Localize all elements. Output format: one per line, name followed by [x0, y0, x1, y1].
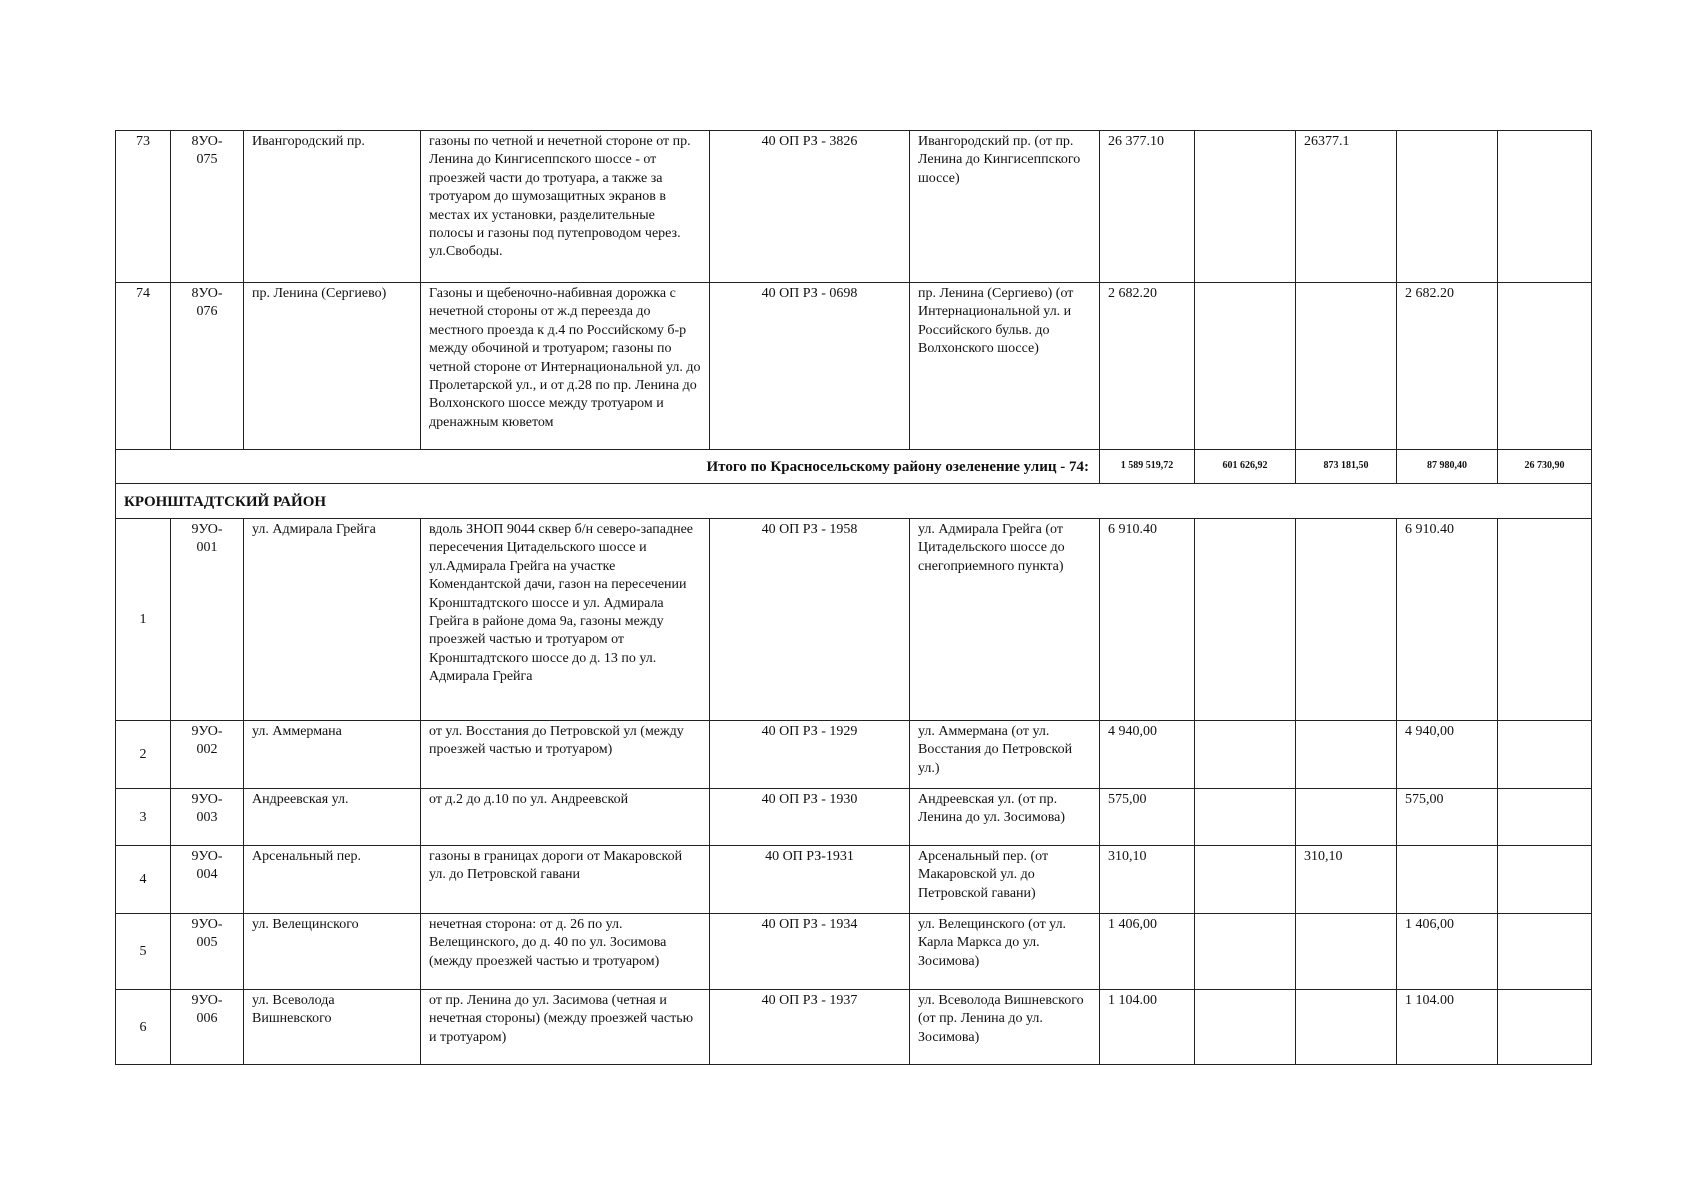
area-value-5: [1498, 131, 1592, 283]
area-value-4: 6 910.40: [1397, 519, 1498, 721]
table-row: [116, 519, 1592, 721]
area-description: от д.2 до д.10 по ул. Андреевской: [421, 789, 710, 846]
table-row: [116, 131, 1592, 283]
registry-number: 40 ОП РЗ - 1930: [710, 789, 910, 846]
row-number: 73: [116, 131, 171, 283]
row-code: 9УО- 004: [171, 846, 244, 914]
area-value-3: 26377.1: [1296, 131, 1397, 283]
summary-value-2: 601 626,92: [1195, 450, 1296, 484]
area-value-3: [1296, 283, 1397, 450]
area-value-5: [1498, 283, 1592, 450]
area-value-3: [1296, 721, 1397, 789]
row-code: 8УО- 076: [171, 283, 244, 450]
area-value-4: 2 682.20: [1397, 283, 1498, 450]
area-value-5: [1498, 721, 1592, 789]
street-name: Ивангородский пр.: [244, 131, 421, 283]
row-number: 6: [116, 990, 171, 1065]
street-name: ул. Аммермана: [244, 721, 421, 789]
row-number: 5: [116, 914, 171, 990]
registry-number: 40 ОП РЗ - 1929: [710, 721, 910, 789]
area-value-5: [1498, 846, 1592, 914]
area-value-4: [1397, 131, 1498, 283]
row-number: 74: [116, 283, 171, 450]
row-code: 9УО- 002: [171, 721, 244, 789]
area-value-3: [1296, 914, 1397, 990]
registry-number: 40 ОП РЗ - 1958: [710, 519, 910, 721]
road-section: Ивангородский пр. (от пр. Ленина до Кингисеппского шоссе): [910, 131, 1100, 283]
area-total: 1 104.00: [1100, 990, 1195, 1065]
area-value-2: [1195, 990, 1296, 1065]
row-number: 4: [116, 846, 171, 914]
area-total: 4 940,00: [1100, 721, 1195, 789]
road-section: Арсенальный пер. (от Макаровской ул. до Петровской гавани): [910, 846, 1100, 914]
area-value-5: [1498, 914, 1592, 990]
row-code: 9УО- 003: [171, 789, 244, 846]
table-row: [116, 283, 1592, 450]
area-value-5: [1498, 789, 1592, 846]
area-total: 310,10: [1100, 846, 1195, 914]
table-row: [116, 846, 1592, 914]
registry-number: 40 ОП РЗ-1931: [710, 846, 910, 914]
area-description: газоны в границах дороги от Макаровской ул. до Петровской гавани: [421, 846, 710, 914]
area-value-4: 1 104.00: [1397, 990, 1498, 1065]
road-section: пр. Ленина (Сергиево) (от Интернациональной ул. и Российского бульв. до Волхонского шоссе): [910, 283, 1100, 450]
registry-table: [115, 130, 1592, 1065]
area-value-3: [1296, 990, 1397, 1065]
area-value-2: [1195, 721, 1296, 789]
row-code: 8УО- 075: [171, 131, 244, 283]
street-name: Андреевская ул.: [244, 789, 421, 846]
road-section: ул. Велещинского (от ул. Карла Маркса до ул. Зосимова): [910, 914, 1100, 990]
area-value-4: 575,00: [1397, 789, 1498, 846]
street-name: ул. Велещинского: [244, 914, 421, 990]
area-value-2: [1195, 789, 1296, 846]
area-value-3: 310,10: [1296, 846, 1397, 914]
area-value-2: [1195, 519, 1296, 721]
table-row: [116, 914, 1592, 990]
area-total: 26 377.10: [1100, 131, 1195, 283]
road-section: Андреевская ул. (от пр. Ленина до ул. Зосимова): [910, 789, 1100, 846]
area-value-5: [1498, 990, 1592, 1065]
row-code: 9УО- 005: [171, 914, 244, 990]
area-value-5: [1498, 519, 1592, 721]
area-value-2: [1195, 283, 1296, 450]
area-value-2: [1195, 131, 1296, 283]
area-value-2: [1195, 846, 1296, 914]
area-value-4: 4 940,00: [1397, 721, 1498, 789]
street-name: Арсенальный пер.: [244, 846, 421, 914]
area-value-3: [1296, 519, 1397, 721]
area-value-2: [1195, 914, 1296, 990]
row-code: 9УО- 001: [171, 519, 244, 721]
row-number: 2: [116, 721, 171, 789]
registry-number: 40 ОП РЗ - 0698: [710, 283, 910, 450]
table-row: [116, 721, 1592, 789]
area-description: газоны по четной и нечетной стороне от пр. Ленина до Кингисеппского шоссе - от проезжей части до тротуара, а также за тротуаром до шумозащитных экранов в местах их установки, разделительные полосы и газоны под путепроводом через. ул.Свободы.: [421, 131, 710, 283]
area-description: вдоль ЗНОП 9044 сквер б/н северо-западнее пересечения Цитадельского шоссе и ул.Адмирала Грейга на участке Комендантской дачи, газон на пересечении Кронштадтского шоссе и ул. Адмирала Грейга в районе дома 9а, газоны между проезжей частью и тротуаром от Кронштадтского шоссе до д. 13 по ул. Адмирала Грейга: [421, 519, 710, 721]
summary-value-4: 87 980,40: [1397, 450, 1498, 484]
registry-number: 40 ОП РЗ - 3826: [710, 131, 910, 283]
summary-value-5: 26 730,90: [1498, 450, 1592, 484]
summary-row: [116, 450, 1592, 484]
table-row: [116, 990, 1592, 1065]
area-description: нечетная сторона: от д. 26 по ул. Велещинского, до д. 40 по ул. Зосимова (между проезжей частью и тротуаром): [421, 914, 710, 990]
street-name: пр. Ленина (Сергиево): [244, 283, 421, 450]
section-header-row: [116, 484, 1592, 519]
area-total: 575,00: [1100, 789, 1195, 846]
area-total: 2 682.20: [1100, 283, 1195, 450]
area-description: Газоны и щебеночно-набивная дорожка с нечетной стороны от ж.д переезда до местного проезда к д.4 по Российскому б-р между обочиной и тротуаром; газоны по четной стороне от Интернациональной ул. до Пролетарской ул., и от д.28 по пр. Ленина до Волхонского шоссе между тротуаром и дренажным кюветом: [421, 283, 710, 450]
road-section: ул. Аммермана (от ул. Восстания до Петровской ул.): [910, 721, 1100, 789]
row-number: 1: [116, 519, 171, 721]
area-description: от ул. Восстания до Петровской ул (между проезжей частью и тротуаром): [421, 721, 710, 789]
area-value-3: [1296, 789, 1397, 846]
summary-value-3: 873 181,50: [1296, 450, 1397, 484]
registry-number: 40 ОП РЗ - 1934: [710, 914, 910, 990]
road-section: ул. Всеволода Вишневского (от пр. Ленина до ул. Зосимова): [910, 990, 1100, 1065]
table-row: [116, 789, 1592, 846]
summary-total: 1 589 519,72: [1100, 450, 1195, 484]
area-description: от пр. Ленина до ул. Засимова (четная и нечетная стороны) (между проезжей частью и тротуаром): [421, 990, 710, 1065]
section-title: КРОНШТАДТСКИЙ РАЙОН: [116, 484, 1592, 519]
road-section: ул. Адмирала Грейга (от Цитадельского шоссе до снегоприемного пункта): [910, 519, 1100, 721]
area-value-4: [1397, 846, 1498, 914]
area-total: 6 910.40: [1100, 519, 1195, 721]
row-code: 9УО- 006: [171, 990, 244, 1065]
row-number: 3: [116, 789, 171, 846]
registry-number: 40 ОП РЗ - 1937: [710, 990, 910, 1065]
street-name: ул. Всеволода Вишневского: [244, 990, 421, 1065]
street-name: ул. Адмирала Грейга: [244, 519, 421, 721]
area-total: 1 406,00: [1100, 914, 1195, 990]
summary-label: Итого по Красносельскому району озеленение улиц - 74:: [116, 450, 1100, 484]
area-value-4: 1 406,00: [1397, 914, 1498, 990]
